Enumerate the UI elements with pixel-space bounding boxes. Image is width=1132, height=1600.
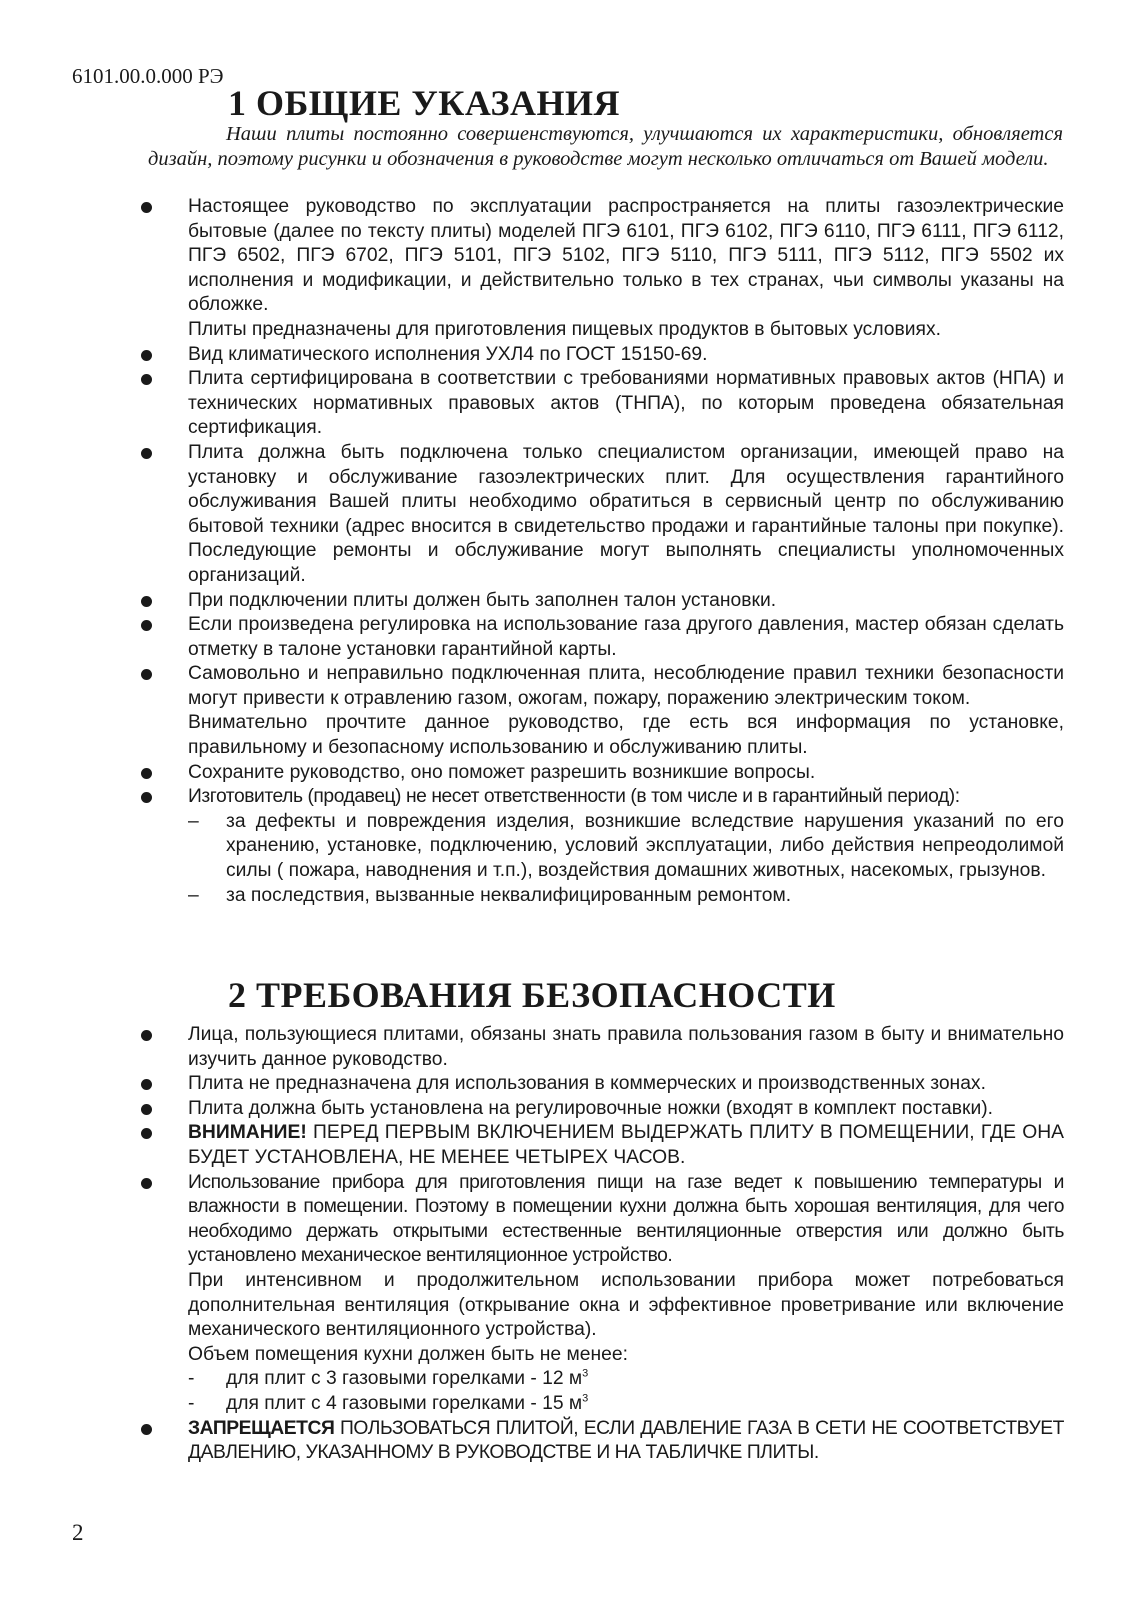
bullet-icon — [141, 374, 152, 385]
item-continuation: При интенсивном и продолжительном использовании прибора может потребоваться дополнительная вентиляция (открывание окна и эффективное проветривание или включение механического вентиляционного устройства). — [188, 1269, 1064, 1341]
list-item — [138, 343, 1064, 368]
list-item — [138, 441, 1064, 589]
item-text: Плита сертифицирована в соответствии с требованиями нормативных правовых актов (НПА) и технических нормативных правовых актов (ТНПА), по которым проведена обязательная сертификация. — [188, 368, 1064, 439]
bullet-icon — [141, 1178, 152, 1189]
list-item — [138, 1023, 1064, 1072]
bullet-icon — [141, 620, 152, 631]
bullet-icon — [141, 448, 152, 459]
list-item — [138, 785, 1064, 810]
sub-item-text: для плит с 4 газовыми горелками - 15 м — [226, 1392, 583, 1414]
item-text: При подключении плиты должен быть заполнен талон установки. — [188, 589, 777, 611]
list-item — [138, 1417, 1064, 1466]
sub-item-text: за последствия, вызванные неквалифицированным ремонтом. — [226, 884, 792, 906]
sub-item — [138, 884, 1064, 909]
hyphen-marker: - — [188, 1368, 195, 1390]
list-item — [138, 1097, 1064, 1122]
sub-item — [138, 1392, 1064, 1417]
page-number: 2 — [72, 1520, 84, 1545]
list-item — [138, 1072, 1064, 1097]
superscript: 3 — [582, 1367, 589, 1380]
bullet-icon — [141, 1424, 152, 1435]
sub-item — [138, 810, 1064, 884]
list-item — [138, 589, 1064, 614]
item-text: Плита должна быть подключена только специалистом организации, имеющей право на установку и обслуживание газоэлектрических плит. Для осуществления гарантийного обслуживания Вашей плиты необходимо обратиться в сервисный центр по обслуживанию бытовой техники (адрес вносится в свидетельство продажи и гарантийные талоны при покупке). Последующие ремонты и обслуживание могут выполнять специалисты уполномоченных организаций. — [188, 441, 1064, 586]
item-text: Самовольно и неправильно подключенная плита, несоблюдение правил техники безопасности могут привести к отравлению газом, ожогам, пожару, поражению электрическим током. — [188, 663, 1064, 709]
list-item — [138, 662, 1064, 711]
bullet-icon — [141, 202, 152, 213]
item-text: Изготовитель (продавец) не несет ответственности (в том числе и в гарантийный период): — [188, 786, 960, 808]
bullet-icon — [141, 669, 152, 680]
hyphen-marker: - — [188, 1392, 195, 1414]
item-continuation: Плиты предназначены для приготовления пищевых продуктов в бытовых условиях. — [188, 318, 941, 340]
sub-item-text: за дефекты и повреждения изделия, возникшие вследствие нарушения указаний по его хранению, установке, подключению, условий эксплуатации, либо действия непреодолимой силы ( пожара, наводнения и т.п.), воздействия домашних животных, насекомых, грызунов. — [226, 810, 1064, 882]
item-continuation: Объем помещения кухни должен быть не менее: — [188, 1343, 628, 1365]
bullet-icon — [141, 768, 152, 779]
warning-label: ВНИМАНИЕ! — [188, 1122, 307, 1144]
item-text: ПОЛЬЗОВАТЬСЯ ПЛИТОЙ, ЕСЛИ ДАВЛЕНИЕ ГАЗА В СЕТИ НЕ СООТВЕТСТВУЕТ ДАВЛЕНИЮ, УКАЗАННОМУ В РУКОВОДСТВЕ И НА ТАБЛИЧКЕ ПЛИТЫ. — [188, 1417, 1064, 1464]
sub-item — [138, 1367, 1064, 1392]
intro-note: Наши плиты постоянно совершенствуются, улучшаются их характеристики, обновляется дизайн, поэтому рисунки и обозначения в руководстве могут несколько отличаться от Вашей модели. — [148, 123, 1063, 170]
bullet-icon — [141, 1104, 152, 1115]
list-item — [138, 195, 1064, 318]
item-text: Если произведена регулировка на использование газа другого давления, мастер обязан сделать отметку в талоне установки гарантийной карты. — [188, 614, 1064, 660]
list-item — [138, 1171, 1064, 1269]
item-text: Настоящее руководство по эксплуатации распространяется на плиты газоэлектрические бытовые (далее по тексту плиты) моделей ПГЭ 6101, ПГЭ 6102, ПГЭ 6110, ПГЭ 6111, ПГЭ 6112, ПГЭ 6502, ПГЭ 6702, ПГЭ 5101, ПГЭ 5102, ПГЭ 5110, ПГЭ 5111, ПГЭ 5112, ПГЭ 5502 их исполнения и модификации, и действительно только в тех странах, чьи символы указаны на обложке. — [188, 196, 1064, 316]
item-text: Использование прибора для приготовления пищи на газе ведет к повышению температуры и влажности в помещении. Поэтому в помещении кухни должна быть хорошая вентиляция, для чего необходимо держать открытыми естественные вентиляционные отверстия или должно быть установлено механическое вентиляционное устройство. — [188, 1171, 1064, 1267]
bullet-icon — [141, 1079, 152, 1090]
bullet-icon — [141, 792, 152, 803]
list-item — [138, 1121, 1064, 1170]
dash-marker: – — [188, 884, 199, 906]
sub-item-text: для плит с 3 газовыми горелками - 12 м — [226, 1368, 583, 1390]
section-1-title: 1 ОБЩИЕ УКАЗАНИЯ — [228, 83, 620, 123]
document-code: 6101.00.0.000 РЭ — [72, 64, 224, 88]
dash-marker: – — [188, 810, 199, 832]
item-text: ПЕРЕД ПЕРВЫМ ВКЛЮЧЕНИЕМ ВЫДЕРЖАТЬ ПЛИТУ В ПОМЕЩЕНИИ, ГДЕ ОНА БУДЕТ УСТАНОВЛЕНА, НЕ МЕНЕЕ ЧЕТЫРЕХ ЧАСОВ. — [188, 1122, 1064, 1168]
list-item — [138, 613, 1064, 662]
list-item — [138, 367, 1064, 441]
item-text: Лица, пользующиеся плитами, обязаны знать правила пользования газом в быту и внимательно изучить данное руководство. — [188, 1024, 1064, 1070]
bullet-icon — [141, 596, 152, 607]
section-1-list — [138, 195, 1064, 908]
item-text: Вид климатического исполнения УХЛ4 по ГОСТ 15150-69. — [188, 343, 708, 365]
bullet-icon — [141, 350, 152, 361]
section-2-title: 2 ТРЕБОВАНИЯ БЕЗОПАСНОСТИ — [228, 975, 836, 1015]
section-2-list — [138, 1023, 1064, 1466]
item-text: Плита должна быть установлена на регулировочные ножки (входят в комплект поставки). — [188, 1097, 994, 1119]
item-text: Плита не предназначена для использования в коммерческих и производственных зонах. — [188, 1073, 986, 1095]
superscript: 3 — [582, 1392, 589, 1405]
prohibition-label: ЗАПРЕЩАЕТСЯ — [188, 1417, 335, 1439]
bullet-icon — [141, 1128, 152, 1139]
list-item — [138, 761, 1064, 786]
item-text: Сохраните руководство, оно поможет разрешить возникшие вопросы. — [188, 761, 816, 783]
bullet-icon — [141, 1030, 152, 1041]
item-continuation: Внимательно прочтите данное руководство, где есть вся информация по установке, правильному и безопасному использованию и обслуживанию плиты. — [188, 712, 1064, 759]
